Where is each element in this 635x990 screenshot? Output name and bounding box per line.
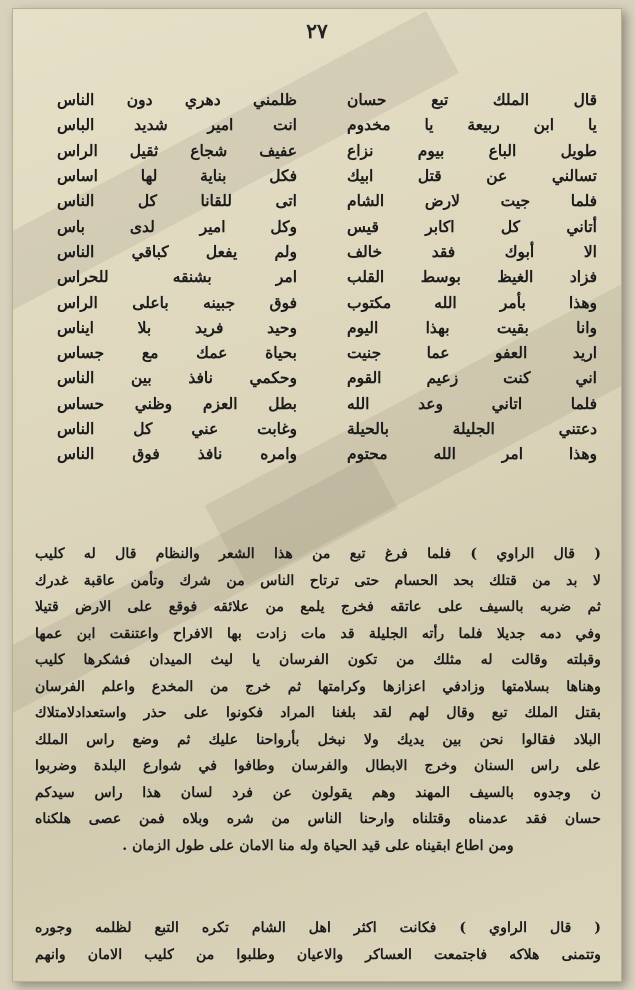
verse-second-hemistich: بحياة عمك مع جساس — [57, 343, 297, 363]
verse-line — [57, 213, 597, 238]
verse-second-hemistich: وامره نافذ فوق الناس — [57, 444, 297, 464]
verse-first-hemistich: اني كنت زعيم القوم — [347, 368, 597, 388]
prose-line: ومن اطاع ابقيناه على قيد الحياة وله منا الامان على طول الزمان . — [122, 837, 514, 854]
narrative-paragraph-1 — [35, 541, 601, 859]
verse-first-hemistich: اريد العفو عما جنيت — [347, 343, 597, 363]
verse-second-hemistich: وكل امير لدى باس — [57, 216, 297, 236]
verse-first-hemistich: وانا بقيت بهذا اليوم — [347, 317, 597, 337]
verse-line — [57, 365, 597, 390]
prose-line: وتتمنى هلاكه فاجتمعت العساكر والاعيان وطلبوا من كليب الامان وانهم — [35, 946, 601, 963]
verse-line — [57, 163, 597, 188]
verse-second-hemistich: وغابت عني كل الناس — [57, 419, 297, 438]
prose-line: وهناها بسلامتها وزادفي اعزازها وكرامتها ثم خرج من المخدع واعلم الفرسان — [35, 678, 601, 695]
verse-first-hemistich: الا أبوك فقد خالف — [347, 241, 597, 261]
prose-line: بقتل الملك تبع وقال لهم لقد بلغنا المراد فكونوا على حذر واستعدادلامتلاك — [35, 705, 601, 721]
verse-line — [57, 340, 597, 365]
verse-second-hemistich: فوق جبينه باعلى الراس — [57, 292, 297, 312]
verse-first-hemistich: تسالني عن قتل ابيك — [347, 166, 597, 186]
verse-second-hemistich: عفيف شجاع ثقيل الراس — [57, 140, 297, 160]
prose-line: ( قال الراوي ) فكانت اكثر اهل الشام تكره التبع لظلمه وجوره — [35, 920, 601, 936]
prose-line: وفي دمه جديلا فلما رأته الجليلة قد مات زادت بها الافراح واعتنقت ابن عمها — [35, 625, 601, 642]
verse-first-hemistich: قال الملك تبع حسان — [347, 90, 597, 110]
verse-first-hemistich: دعتني الجليلة بالحيلة — [347, 419, 597, 438]
narrative-paragraph-2 — [35, 915, 601, 968]
verse-second-hemistich: اتى للقانا كل الناس — [57, 191, 297, 211]
verse-second-hemistich: وحيد فريد بلا ايناس — [57, 317, 297, 337]
verse-line — [57, 188, 597, 213]
verse-line — [57, 441, 597, 466]
prose-line: لا بد من قتلك بحد الحسام حتى ترتاح الناس من شرك وتأمن عاقبة غدرك — [35, 572, 601, 589]
verse-first-hemistich: يا ابن ربيعة يا مخدوم — [347, 115, 597, 135]
prose-line: حسان فقد عدمناه وقتلناه وارحنا الناس من شره وبلاه فمن عصى هلكناه — [35, 811, 601, 827]
verse-line — [57, 239, 597, 264]
verse-first-hemistich: فلما جيت لارض الشام — [347, 191, 597, 211]
verse-line — [57, 315, 597, 340]
verse-line — [57, 264, 597, 289]
verse-line — [57, 391, 597, 416]
verse-first-hemistich: فزاد الغيظ بوسط القلب — [347, 267, 597, 287]
verse-first-hemistich: طويل الباع بيوم نزاع — [347, 140, 597, 160]
verse-first-hemistich: فلما اتاني وعد الله — [347, 393, 597, 413]
prose-line: ن وجدوه بالسيف المهند وهم يقولون عن فرد لسان هذا راس سيدكم — [35, 784, 601, 801]
verse-second-hemistich: امر بشنقه للحراس — [57, 267, 297, 287]
prose-line: ثم ضربه بالسيف على عاتقه فخرج يلمع من علائقه فوقع على الارض قتيلا — [35, 599, 601, 615]
verse-line — [57, 416, 597, 441]
book-page — [12, 8, 622, 982]
verse-second-hemistich: ظلمني دهري دون الناس — [57, 90, 297, 110]
verse-first-hemistich: أتاني كل اكابر قيس — [347, 216, 597, 236]
verse-line — [57, 289, 597, 314]
verse-second-hemistich: وحكمي نافذ بين الناس — [57, 368, 297, 388]
verse-line — [57, 138, 597, 163]
verse-line — [57, 87, 597, 112]
page-number: ٢٧ — [306, 19, 328, 43]
verse-second-hemistich: ولم يفعل كباقي الناس — [57, 241, 297, 261]
verse-line — [57, 112, 597, 137]
verse-first-hemistich: وهذا بأمر الله مكتوب — [347, 292, 597, 312]
poem — [57, 87, 597, 466]
prose-line: البلاد فقالوا نحن بين يديك ولا نبخل بأرواحنا عليك ثم وضع راس الملك — [35, 731, 601, 748]
verse-second-hemistich: بطل العزم وظني حساس — [57, 393, 297, 413]
verse-second-hemistich: فكل بناية لها اساس — [57, 166, 297, 186]
verse-second-hemistich: انت امير شديد الباس — [57, 115, 297, 135]
verse-first-hemistich: وهذا امر الله محتوم — [347, 444, 597, 464]
prose-line: وقبلته وقالت له مثلك من تكون الفرسان يا ليث الميدان فشكرها كليب — [35, 652, 601, 668]
prose-line: ( قال الراوي ) فلما فرغ تبع من هذا الشعر والنظام قال له كليب — [35, 546, 601, 562]
prose-line: على راس السنان وخرج الابطال والفرسان وطافوا في شوارع البلدة وضربوا — [35, 758, 601, 774]
